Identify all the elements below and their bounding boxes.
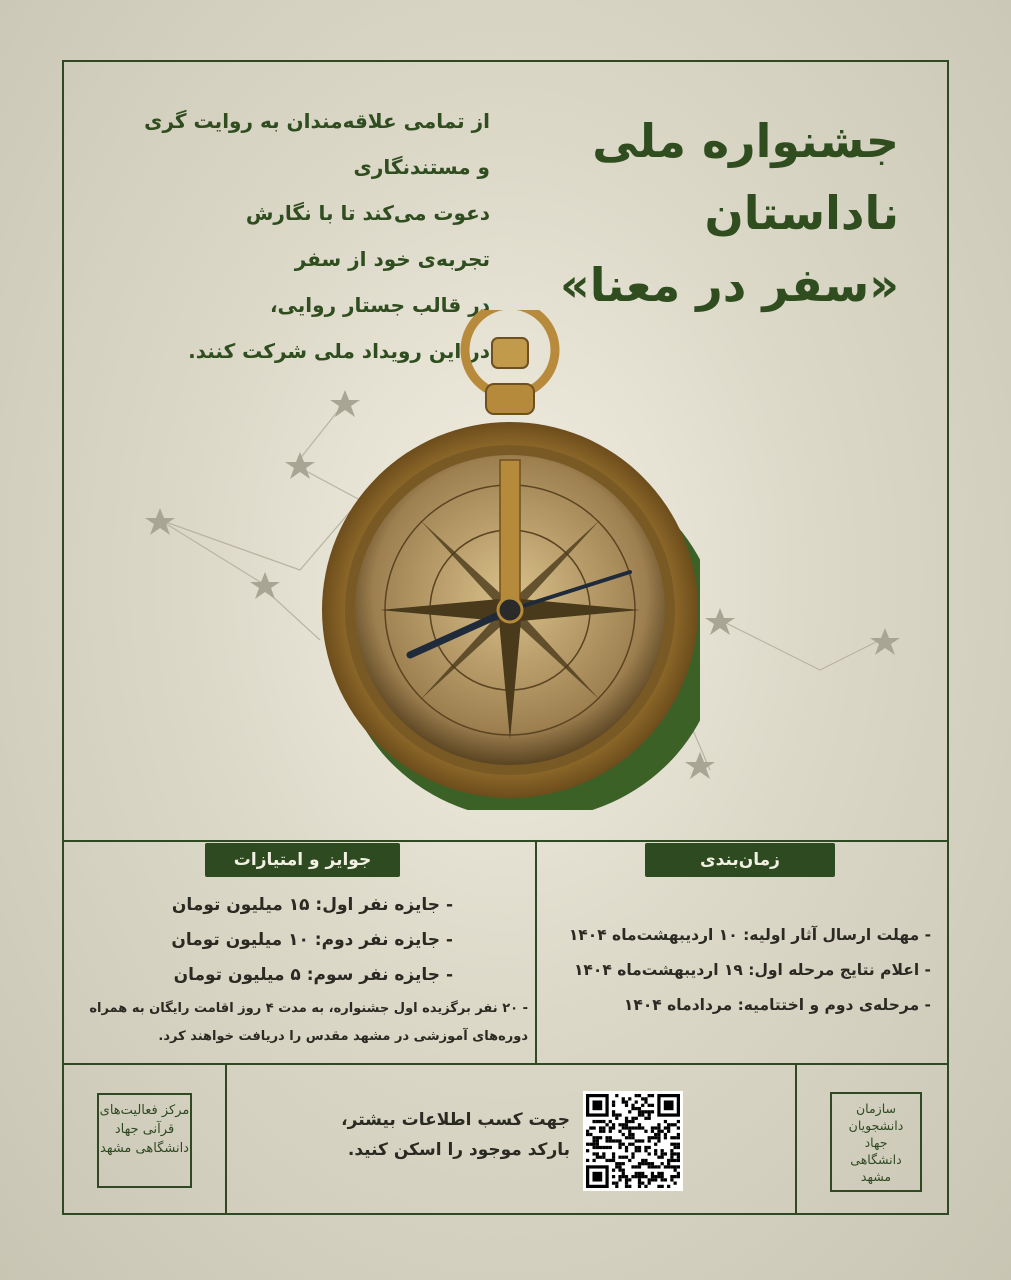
more-info-line-1: جهت کسب اطلاعات بیشتر، [341, 1110, 570, 1130]
title-line-1: جشنواره ملی [592, 114, 899, 168]
prize-note: - ۲۰ نفر برگزیده اول جشنواره، به مدت ۴ روز اقامت رایگان به همراه دوره‌های آموزشی در مشهد مقدس را دریافت خواهند کرد. [89, 1001, 528, 1044]
invitation-line: از تمامی علاقه‌مندان به روایت گری [144, 109, 490, 133]
more-info-text [300, 1105, 570, 1165]
invitation-line: در این رویداد ملی شرکت کنند. [188, 339, 490, 363]
prizes-heading: جوایز و امتیازات [205, 843, 400, 877]
timeline-list [531, 918, 931, 1023]
divider-footer-right [795, 1063, 797, 1215]
divider-footer [62, 1063, 949, 1065]
timeline-heading: زمان‌بندی [645, 843, 835, 877]
logo-student-line: سازمان [855, 1101, 896, 1116]
qr-code[interactable] [583, 1091, 683, 1191]
invitation-line: در قالب جستار روایی، [269, 293, 490, 317]
logo-quran-center [97, 1093, 192, 1188]
timeline-item: - اعلام نتایج مرحله اول: ۱۹ اردیبهشت‌ماه ۱۴۰۴ [573, 961, 931, 979]
prize-item: - جایزه نفر دوم: ۱۰ میلیون تومان [171, 930, 453, 950]
timeline-item: - مرحله‌ی دوم و اختتامیه: مردادماه ۱۴۰۴ [623, 996, 931, 1014]
title-line-3: «سفر در معنا» [559, 258, 899, 312]
logo-student-org [830, 1092, 922, 1192]
invitation-line: تجربه‌ی خود از سفر [294, 247, 490, 271]
invitation-line: دعوت می‌کند تا با نگارش [245, 201, 490, 225]
compass-illustration [300, 310, 700, 810]
logo-student-line: دانشجویان [848, 1118, 904, 1133]
divider-middle [62, 840, 949, 842]
prize-item: - جایزه نفر سوم: ۵ میلیون تومان [173, 965, 453, 985]
prizes-list [78, 888, 528, 1051]
logo-quran-line: قرآنی جهاد [114, 1122, 175, 1137]
timeline-item: - مهلت ارسال آثار اولیه: ۱۰ اردیبهشت‌ماه ۱۴۰۴ [568, 926, 931, 944]
title-line-2: ناداستان [704, 186, 899, 240]
logo-student-line: جهاد [864, 1135, 888, 1150]
more-info-line-2: بارکد موجود را اسکن کنید. [347, 1140, 570, 1160]
logo-quran-line: دانشگاهی مشهد [100, 1141, 189, 1156]
logo-quran-line: مرکز فعالیت‌های [99, 1103, 190, 1118]
festival-title [559, 105, 899, 321]
logo-student-line: دانشگاهی [850, 1152, 902, 1167]
qr-code-pattern [586, 1094, 680, 1188]
logo-student-line: مشهد [860, 1169, 892, 1184]
divider-footer-left [225, 1063, 227, 1215]
invitation-line: و مستندنگاری [353, 155, 490, 179]
prize-item: - جایزه نفر اول: ۱۵ میلیون تومان [171, 895, 453, 915]
